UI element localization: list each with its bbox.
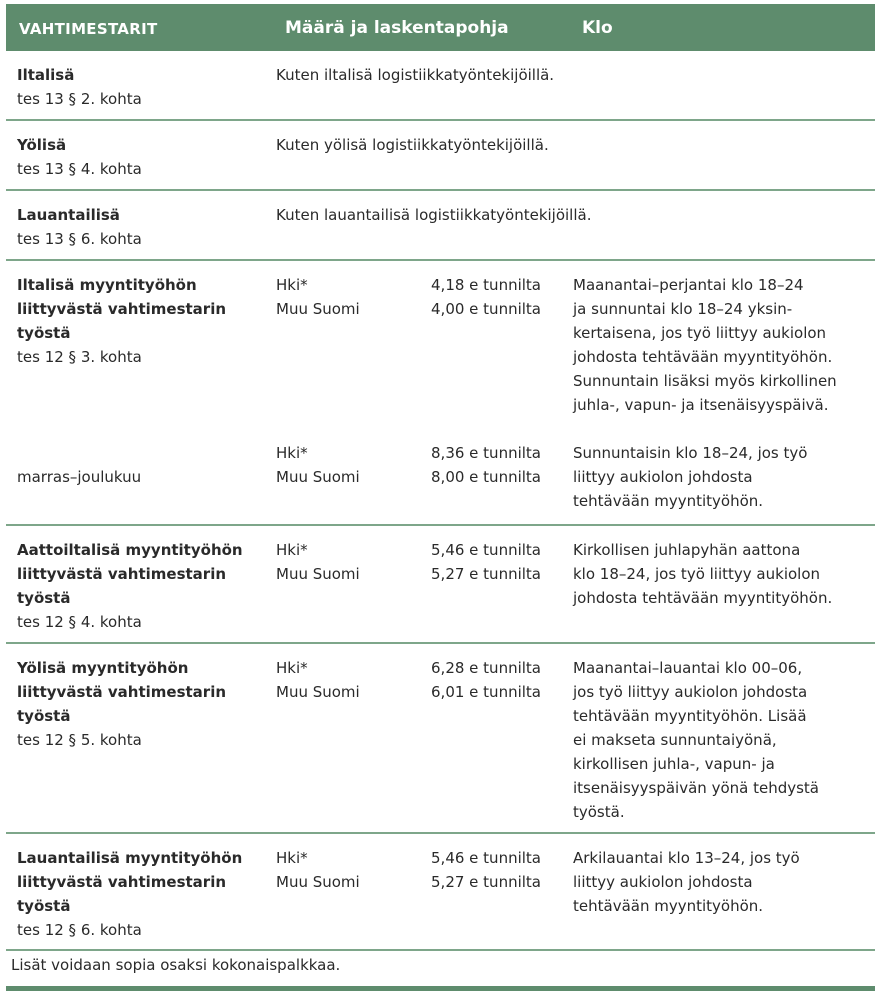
amount-muu-suomi: 8,00 e tunnilta <box>431 468 541 486</box>
row-amounts <box>341 846 541 894</box>
row-text: Kuten iltalisä logistiikkatyöntekijöillä. <box>276 66 555 84</box>
table-row <box>6 191 875 261</box>
row-klo: Kirkollisen juhlapyhän aattona klo 18–24, jos työ liittyy aukiolon johdosta tehtävään myyntityöhön. <box>573 541 833 607</box>
amount-hki: 6,28 e tunnilta <box>431 659 541 677</box>
row-amounts <box>341 273 541 321</box>
amount-muu-suomi: 4,00 e tunnilta <box>431 300 541 318</box>
row-text: Kuten yölisä logistiikkatyöntekijöillä. <box>276 136 549 154</box>
header-col-vahtimestarit: VAHTIMESTARIT <box>19 20 158 38</box>
amount-hki: 5,46 e tunnilta <box>431 849 541 867</box>
header-col-maara: Määrä ja laskentapohja <box>285 18 509 38</box>
header-col-klo: Klo <box>582 18 613 38</box>
amount-hki: 8,36 e tunnilta <box>431 444 541 462</box>
region-hki: Hki* <box>276 541 308 559</box>
amount-muu-suomi: 5,27 e tunnilta <box>431 873 541 891</box>
row-reference: tes 12 § 3. kohta <box>17 348 142 366</box>
row-label <box>17 538 267 634</box>
table-row <box>6 526 875 644</box>
row-title: Yölisä <box>17 136 67 154</box>
row-label <box>17 203 267 251</box>
row-label <box>17 63 267 111</box>
row-reference: tes 12 § 5. kohta <box>17 731 142 749</box>
row-label <box>17 273 267 369</box>
sub-row-label: marras–joulukuu <box>17 468 142 486</box>
bottom-rule <box>6 986 875 991</box>
row-label <box>17 846 267 942</box>
region-muu-suomi: Muu Suomi <box>276 873 360 891</box>
amount-muu-suomi: 5,27 e tunnilta <box>431 565 541 583</box>
row-title: Yölisä myyntityöhön liittyvästä vahtimestarin työstä <box>17 659 227 725</box>
row-klo: Maanantai–perjantai klo 18–24 ja sunnuntai klo 18–24 yksin- kertaisena, jos työ liittyy aukiolon johdosta tehtävään myyntityöhön. Sunnuntain lisäksi myös kirkollinen juhla-, vapun- ja itsenäisyyspäivä. <box>573 276 837 414</box>
region-hki: Hki* <box>276 849 308 867</box>
table-row <box>6 261 875 526</box>
row-klo: Maanantai–lauantai klo 00–06, jos työ liittyy aukiolon johdosta tehtävään myyntityöhön. Lisää ei makseta sunnuntaiyönä, kirkollisen juhla-, vapun- ja itsenäisyyspäivän yönä tehdystä työstä. <box>573 659 819 821</box>
row-title: Aattoiltalisä myyntityöhön liittyvästä vahtimestarin työstä <box>17 541 243 607</box>
region-muu-suomi: Muu Suomi <box>276 468 360 486</box>
row-amounts <box>341 538 541 586</box>
footer-note: Lisät voidaan sopia osaksi kokonaispalkkaa. <box>11 956 341 974</box>
row-reference: tes 13 § 4. kohta <box>17 160 142 178</box>
row-reference: tes 12 § 6. kohta <box>17 921 142 939</box>
row-reference: tes 13 § 6. kohta <box>17 230 142 248</box>
region-hki: Hki* <box>276 659 308 677</box>
region-hki: Hki* <box>276 444 308 462</box>
region-muu-suomi: Muu Suomi <box>276 565 360 583</box>
allowance-table <box>6 4 875 951</box>
region-muu-suomi: Muu Suomi <box>276 683 360 701</box>
row-reference: tes 13 § 2. kohta <box>17 90 142 108</box>
row-title: Lauantailisä myyntityöhön liittyvästä vahtimestarin työstä <box>17 849 243 915</box>
row-title: Iltalisä myyntityöhön liittyvästä vahtimestarin työstä <box>17 276 227 342</box>
sub-row-amounts <box>341 441 541 489</box>
table-row <box>6 51 875 121</box>
row-amounts <box>341 656 541 704</box>
row-klo: Arkilauantai klo 13–24, jos työ liittyy aukiolon johdosta tehtävään myyntityöhön. <box>573 849 800 915</box>
table-header <box>6 4 875 51</box>
table-row <box>6 121 875 191</box>
row-label <box>17 656 267 752</box>
amount-hki: 4,18 e tunnilta <box>431 276 541 294</box>
region-hki: Hki* <box>276 276 308 294</box>
row-label <box>17 133 267 181</box>
table-row <box>6 834 875 951</box>
row-title: Iltalisä <box>17 66 75 84</box>
amount-muu-suomi: 6,01 e tunnilta <box>431 683 541 701</box>
sub-row-klo: Sunnuntaisin klo 18–24, jos työ liittyy aukiolon johdosta tehtävään myyntityöhön. <box>573 444 808 510</box>
row-text: Kuten lauantailisä logistiikkatyöntekijöillä. <box>276 206 592 224</box>
region-muu-suomi: Muu Suomi <box>276 300 360 318</box>
row-reference: tes 12 § 4. kohta <box>17 613 142 631</box>
row-title: Lauantailisä <box>17 206 120 224</box>
table-row <box>6 644 875 834</box>
amount-hki: 5,46 e tunnilta <box>431 541 541 559</box>
